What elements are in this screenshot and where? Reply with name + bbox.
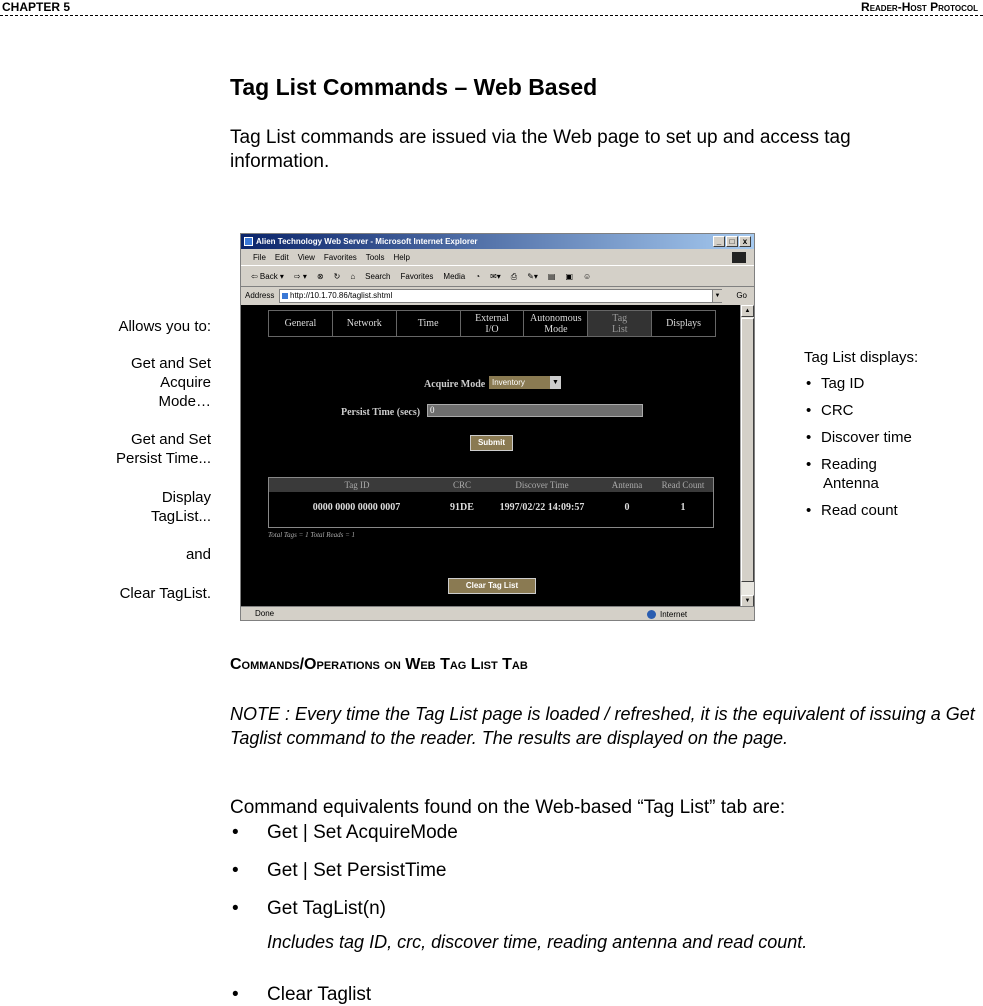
favorites-button[interactable]: Favorites: [400, 272, 434, 281]
note-paragraph: NOTE : Every time the Tag List page is loaded / refreshed, it is the equivalent of issuing a Get Taglist command to the reader. The results are displayed on the page.: [230, 704, 975, 748]
command-text: Clear Taglist: [267, 984, 372, 1005]
tab-label-line: List: [611, 323, 628, 335]
bullet: •: [232, 984, 239, 1005]
annotation-display: [151, 488, 211, 526]
menu-view[interactable]: View: [297, 253, 315, 262]
column-antenna: Antenna: [611, 480, 643, 490]
list-item: • Discover time: [804, 428, 918, 447]
tab-label-line: Autonomous: [530, 312, 582, 324]
media-button[interactable]: Media: [443, 272, 466, 281]
window-controls: [713, 236, 751, 247]
column-read-count: Read Count: [661, 480, 705, 490]
tab-label: General: [284, 318, 317, 329]
list-item: • Tag ID: [804, 374, 918, 393]
refresh-button[interactable]: ↻: [333, 272, 341, 281]
tab-displays[interactable]: [652, 311, 715, 336]
search-button[interactable]: Search: [365, 272, 391, 281]
header-divider: [0, 15, 983, 16]
tab-label: Time: [417, 318, 439, 329]
column-discover-time: Discover Time: [515, 480, 569, 490]
cell-discover-time: 1997/02/22 14:09:57: [499, 502, 585, 513]
tab-label-line: I/O: [485, 323, 499, 335]
bullet: •: [232, 860, 239, 881]
cell-tag-id: 0000 0000 0000 0007: [312, 502, 401, 513]
persist-time-input[interactable]: 0: [427, 404, 643, 417]
annotation-acquire: [131, 354, 211, 411]
menu-bar: [241, 250, 754, 266]
tab-label: [475, 313, 509, 335]
tab-general[interactable]: [269, 311, 333, 336]
close-button[interactable]: x: [739, 236, 751, 247]
annotation-clear: Clear TagList.: [119, 585, 211, 602]
scroll-up-icon[interactable]: ▲: [741, 305, 754, 317]
annotation-line: Mode…: [158, 393, 211, 410]
windows-flag-icon: [732, 252, 746, 263]
section-heading: Commands/Operations on Web Tag List Tab: [230, 656, 528, 673]
chevron-down-icon: ▼: [550, 376, 561, 389]
annotation-line: TagList...: [150, 508, 211, 525]
web-nav-tabs: [268, 310, 716, 337]
acquire-mode-label: Acquire Mode: [424, 379, 486, 390]
scroll-thumb[interactable]: [741, 318, 754, 582]
tab-label-line: Tag: [612, 312, 628, 324]
scroll-down-icon[interactable]: ▼: [741, 595, 754, 607]
chapter-label: CHAPTER 5: [2, 0, 71, 14]
annotation-line: Get and Set: [130, 355, 211, 372]
section-label: Reader-Host Protocol: [861, 0, 978, 14]
tab-label-line: Mode: [544, 323, 568, 335]
tab-autonomous-mode[interactable]: [524, 311, 588, 336]
equivalents-intro: Command equivalents found on the Web-based “Tag List” tab are:: [230, 797, 786, 818]
annotation-allows: Allows you to:: [118, 318, 211, 335]
intro-paragraph: Tag List commands are issued via the Web page to set up and access tag information.: [230, 127, 851, 172]
maximize-button[interactable]: □: [726, 236, 738, 247]
edit-button[interactable]: ✎▾: [527, 272, 538, 281]
annotation-line: Display: [161, 489, 211, 506]
tab-tag-list[interactable]: [588, 311, 652, 336]
address-label: Address: [245, 291, 275, 300]
address-input[interactable]: http://10.1.70.86/taglist.shtml: [279, 289, 722, 303]
mail-button[interactable]: ✉▾: [490, 272, 501, 281]
annotation-and: and: [185, 546, 211, 563]
window-title: Alien Technology Web Server - Microsoft Internet Explorer: [256, 237, 478, 246]
column-crc: CRC: [452, 480, 471, 490]
tag-totals: Total Tags = 1 Total Reads = 1: [268, 531, 356, 539]
address-bar: [241, 288, 754, 304]
vertical-scrollbar[interactable]: [740, 305, 754, 607]
annotation-line: Persist Time...: [115, 450, 211, 467]
annotation-line: Acquire: [160, 374, 211, 391]
tab-network[interactable]: [333, 311, 397, 336]
clear-tag-list-button[interactable]: Clear Tag List: [448, 578, 536, 594]
minimize-button[interactable]: _: [713, 236, 725, 247]
go-button[interactable]: Go: [736, 291, 747, 300]
list-item: [804, 455, 918, 493]
menu-favorites[interactable]: Favorites: [323, 253, 357, 262]
acquire-mode-value: Inventory: [492, 378, 525, 387]
status-text: Done: [255, 609, 275, 618]
annotation-persist: [116, 430, 211, 468]
tab-label: Network: [346, 318, 382, 329]
display-fields-list: [804, 374, 918, 520]
menu-file[interactable]: File: [253, 253, 266, 262]
column-tag-id: Tag ID: [344, 480, 370, 490]
tab-label: Displays: [666, 318, 702, 329]
menu-help[interactable]: Help: [393, 253, 410, 262]
menu-tools[interactable]: Tools: [365, 253, 385, 262]
home-button[interactable]: ⌂: [350, 272, 356, 281]
taglist-displays-annotation: [804, 349, 918, 528]
address-dropdown-icon[interactable]: ▼: [712, 290, 722, 302]
messenger-button[interactable]: ☺: [583, 272, 592, 281]
command-text: Get | Set PersistTime: [267, 860, 447, 881]
taglist-note: Includes tag ID, crc, discover time, reading antenna and read count.: [267, 932, 808, 952]
list-item: • Read count: [804, 501, 918, 520]
page-title: Tag List Commands – Web Based: [230, 74, 598, 100]
history-button[interactable]: ◔: [475, 272, 481, 281]
tab-label: [530, 313, 582, 335]
table-row: [269, 501, 713, 515]
cell-antenna: 0: [624, 502, 630, 513]
tab-label-line: External: [475, 312, 509, 324]
web-page-content: [241, 305, 741, 607]
submit-button[interactable]: Submit: [470, 435, 513, 451]
discuss-button[interactable]: ▤: [547, 272, 556, 281]
bullet: •: [232, 898, 239, 919]
command-text: Get | Set AcquireMode: [267, 822, 458, 843]
acquire-mode-select[interactable]: [489, 376, 561, 389]
browser-window: [240, 233, 755, 621]
back-button[interactable]: ⇦ Back ▾: [251, 272, 284, 281]
browser-toolbar: [241, 267, 754, 287]
annotation-line: Get and Set: [130, 431, 211, 448]
tag-list-table: [268, 477, 714, 528]
security-zone: Internet: [646, 608, 687, 621]
cell-read-count: 1: [680, 502, 686, 513]
command-text: Get TagList(n): [267, 898, 386, 919]
tab-time[interactable]: [397, 311, 461, 336]
ie-logo-icon: [244, 237, 253, 246]
tab-label: [612, 313, 628, 335]
cell-crc: 91DE: [450, 502, 474, 513]
list-item-line: • Reading: [821, 456, 877, 473]
persist-time-label: Persist Time (secs): [341, 407, 421, 418]
window-titlebar: [241, 234, 754, 249]
forward-button[interactable]: ⇨ ▾: [293, 272, 307, 281]
list-item-line: Antenna: [823, 475, 879, 492]
menu-edit[interactable]: Edit: [274, 253, 289, 262]
bullet: •: [232, 822, 239, 843]
research-button[interactable]: ▣: [565, 272, 574, 281]
annotation-heading: Tag List displays:: [804, 349, 919, 366]
list-item: • CRC: [804, 401, 918, 420]
stop-button[interactable]: ⊗: [316, 272, 324, 281]
table-header: [269, 478, 713, 492]
print-button[interactable]: ⎙: [510, 272, 518, 281]
tab-external-io[interactable]: [461, 311, 525, 336]
status-bar: [241, 606, 754, 620]
